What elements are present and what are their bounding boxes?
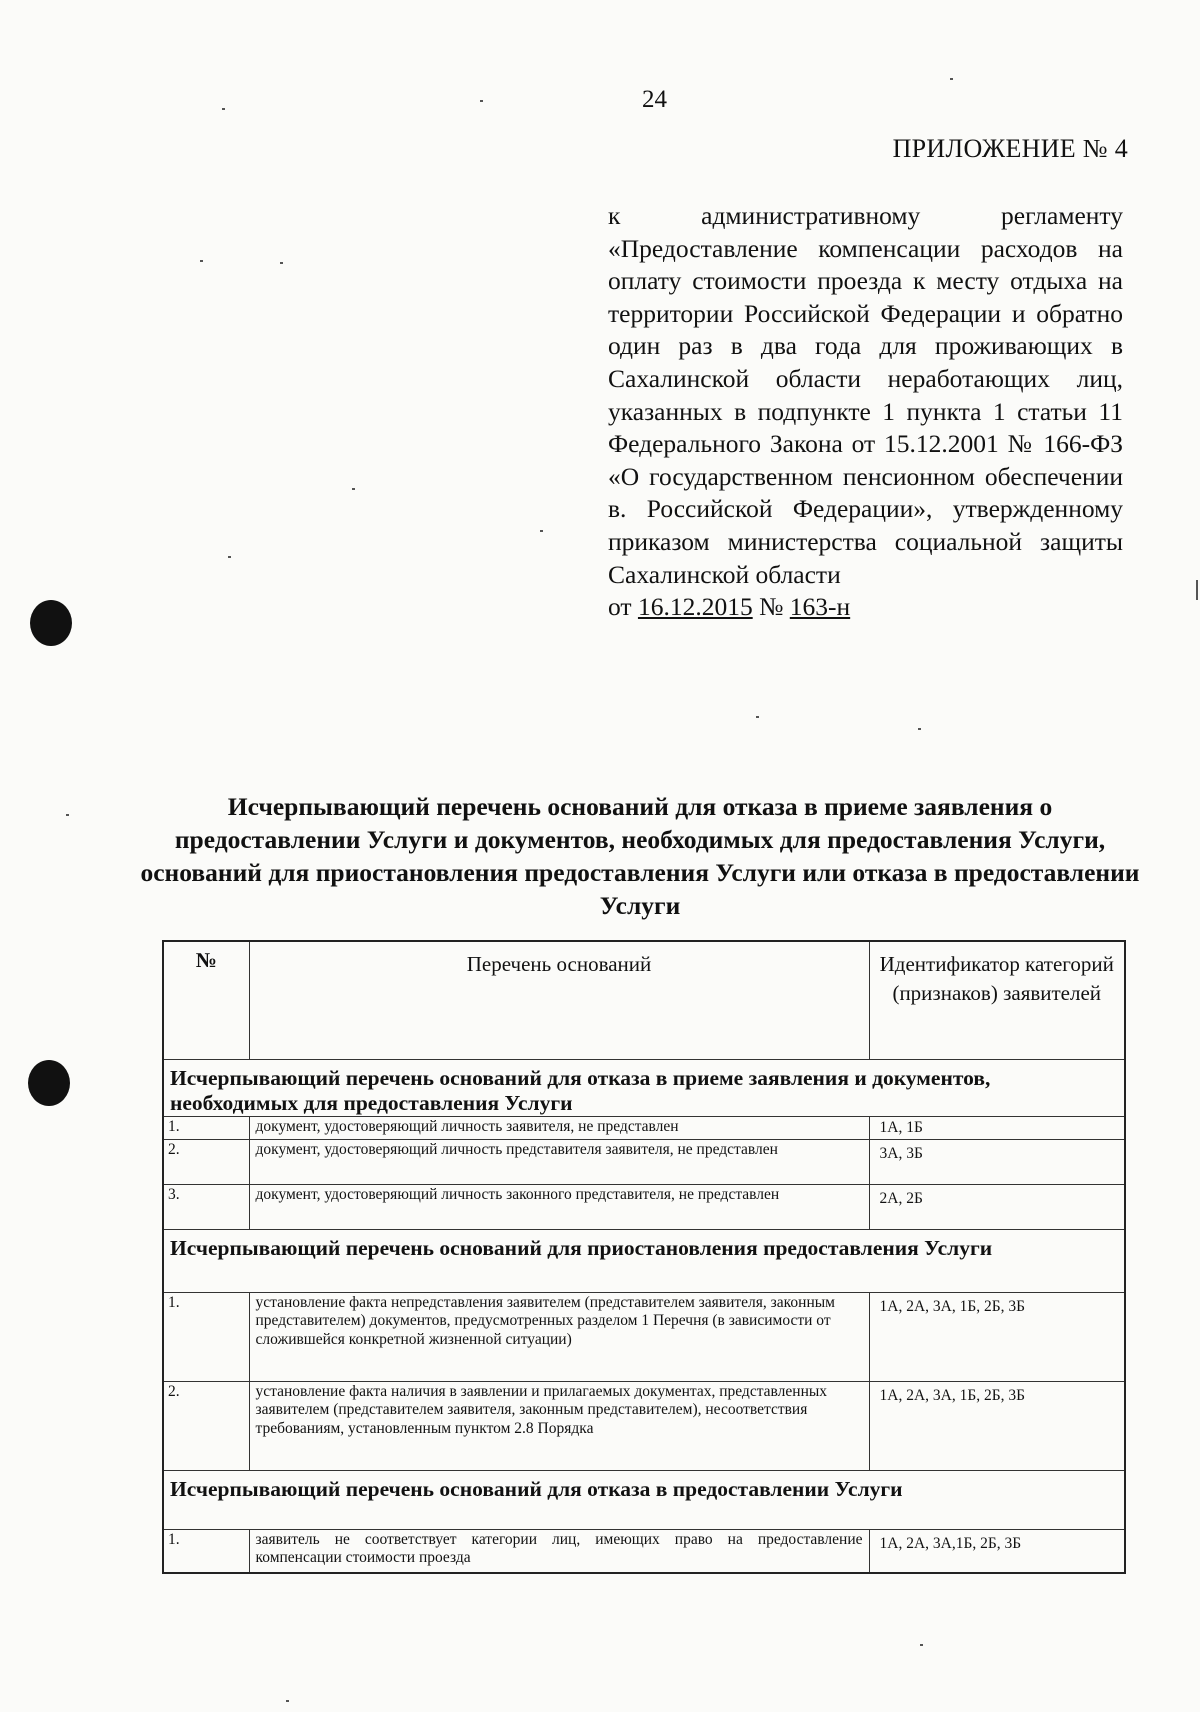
scan-speck	[228, 556, 231, 558]
row-number: 1.	[163, 1529, 249, 1573]
appendix-title: ПРИЛОЖЕНИЕ № 4	[892, 134, 1128, 163]
section-title: Исчерпывающий перечень оснований для отказа в предоставлении Услуги	[163, 1470, 1125, 1529]
row-number: 2.	[163, 1139, 249, 1184]
punch-hole-bottom	[28, 1060, 70, 1106]
table-row	[163, 1139, 1125, 1184]
scan-speck	[200, 260, 203, 262]
document-title: Исчерпывающий перечень оснований для отказа в приеме заявления о предоставлении Услуги и документов, необходимых для предоставления Услуги, оснований для приостановления предоставления Услуги или отказа в предоставлении Услуги	[140, 792, 1140, 920]
section-header	[163, 1470, 1125, 1529]
section-header	[163, 1060, 1125, 1117]
row-codes: 1А, 2А, 3А, 1Б, 2Б, 3Б	[869, 1381, 1125, 1470]
row-number: 1.	[163, 1292, 249, 1381]
scan-speck	[918, 728, 921, 730]
row-text: заявитель не соответствует категории лиц, имеющих право на предоставление компенсации стоимости проезда	[249, 1529, 869, 1573]
table-row	[163, 1184, 1125, 1229]
scan-speck	[280, 262, 283, 264]
table-row	[163, 1381, 1125, 1470]
scan-speck	[66, 814, 69, 816]
order-prefix: от	[608, 592, 632, 622]
scan-speck	[950, 78, 953, 80]
row-text: документ, удостоверяющий личность представителя заявителя, не представлен	[249, 1139, 869, 1184]
row-number: 1.	[163, 1117, 249, 1140]
scan-speck	[286, 1700, 289, 1702]
scan-speck	[1196, 580, 1198, 600]
scan-speck	[920, 1644, 923, 1646]
row-text: документ, удостоверяющий личность законного представителя, не представлен	[249, 1184, 869, 1229]
row-number: 2.	[163, 1381, 249, 1470]
scan-speck	[756, 716, 759, 718]
grounds-table	[162, 940, 1126, 1574]
header-number: №	[163, 941, 249, 1060]
punch-hole-top	[30, 600, 72, 646]
row-text: установление факта непредставления заявителем (представителем заявителя, законным представителем) документов, предусмотренных разделом 1 Перечня (в зависимости от сложившейся конкретной жизненной ситуации)	[249, 1292, 869, 1381]
section-header	[163, 1229, 1125, 1292]
section-title: Исчерпывающий перечень оснований для отказа в приеме заявления и документов, необходимых для предоставления Услуги	[163, 1060, 1125, 1117]
header-grounds: Перечень оснований	[249, 941, 869, 1060]
row-codes: 1А, 1Б	[869, 1117, 1125, 1140]
scan-speck	[480, 100, 483, 102]
scan-speck	[352, 488, 355, 490]
row-number: 3.	[163, 1184, 249, 1229]
row-codes: 1А, 2А, 3А,1Б, 2Б, 3Б	[869, 1529, 1125, 1573]
row-codes: 3А, 3Б	[869, 1139, 1125, 1184]
section-title: Исчерпывающий перечень оснований для приостановления предоставления Услуги	[163, 1229, 1125, 1292]
regulation-reference	[608, 200, 1123, 624]
order-date: 16.12.2015	[637, 592, 753, 622]
table-row	[163, 1529, 1125, 1573]
page-number: 24	[642, 86, 667, 113]
row-text: установление факта наличия в заявлении и прилагаемых документах, представленных заявителем (представителем заявителя, законным представителем), несоответствия требованиям, установленным пунктом 2.8 Порядка	[249, 1381, 869, 1470]
row-codes: 1А, 2А, 3А, 1Б, 2Б, 3Б	[869, 1292, 1125, 1381]
table-header-row	[163, 941, 1125, 1060]
header-identifier: Идентификатор категорий (признаков) заявителей	[869, 941, 1125, 1060]
row-codes: 2А, 2Б	[869, 1184, 1125, 1229]
scan-speck	[222, 108, 225, 110]
order-number: 163-н	[789, 592, 851, 622]
regulation-reference-text: к административному регламенту «Предоставление компенсации расходов на оплату стоимости проезда к месту отдыха на территории Российской Федерации и обратно один раз в два года для проживающих в Сахалинской области неработающих лиц, указанных в подпункте 1 пункта 1 статьи 11 Федерального Закона от 15.12.2001 № 166-ФЗ «О государственном пенсионном обеспечении в. Российской Федерации», утвержденному приказом министерства социальной защиты Сахалинской области	[608, 201, 1123, 589]
row-text: документ, удостоверяющий личность заявителя, не представлен	[249, 1117, 869, 1140]
scan-speck	[540, 530, 543, 532]
order-number-sign: №	[759, 592, 784, 622]
table-row	[163, 1292, 1125, 1381]
table-row	[163, 1117, 1125, 1140]
